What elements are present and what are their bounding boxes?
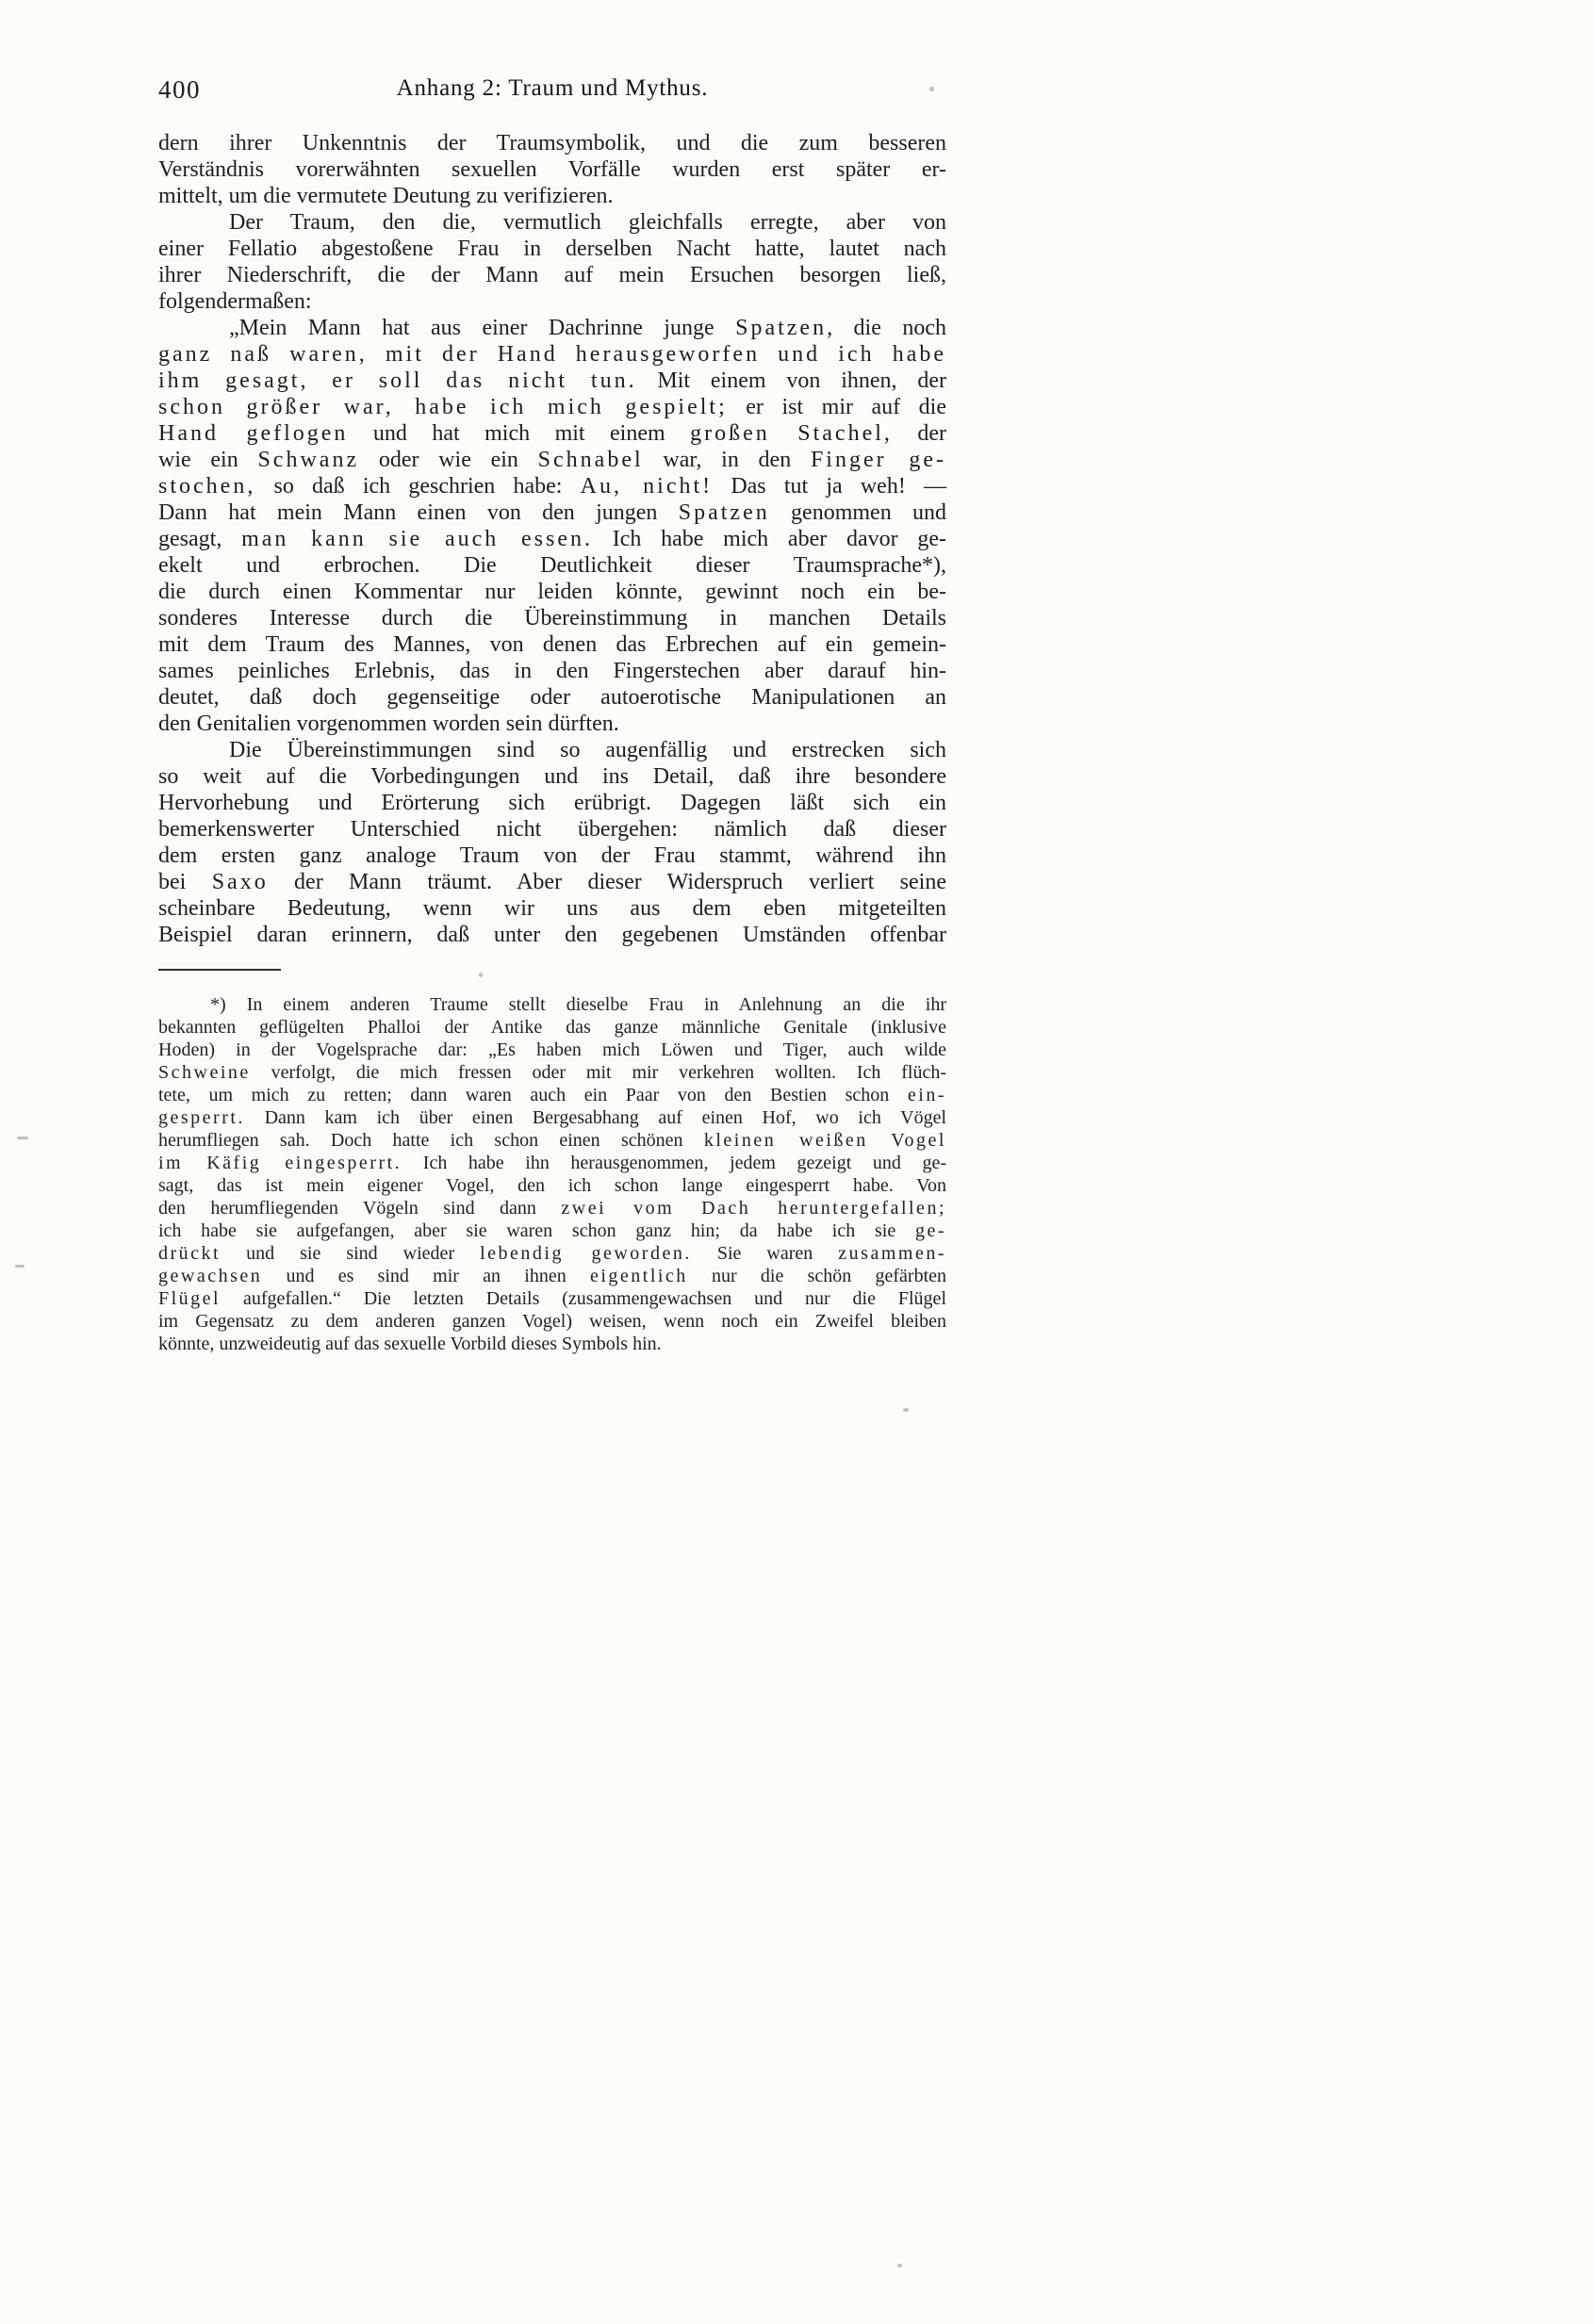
running-header: Anhang 2: Traum und Mythus. <box>396 75 709 101</box>
text-run: Mit einem von ihnen, der <box>636 368 946 393</box>
text-run: ihrer Niederschrift, die der Mann auf mein Ersuchen besorgen ließ, <box>158 263 946 287</box>
emphasized-text: stochen, <box>158 474 256 499</box>
text-line <box>158 1197 946 1219</box>
text-line <box>158 473 946 499</box>
emphasized-text: Spatzen <box>735 316 828 340</box>
text-run: der <box>892 421 946 446</box>
scan-artifact <box>903 1408 909 1412</box>
emphasized-text: Flügel <box>158 1288 222 1309</box>
emphasized-text: man kann sie auch essen. <box>241 527 593 551</box>
text-line <box>158 1106 946 1129</box>
text-line <box>158 1039 946 1061</box>
text-line <box>158 1016 946 1039</box>
emphasized-text: großen Stachel, <box>690 421 893 446</box>
text-line <box>158 130 946 156</box>
text-run: Dann kam ich über einen Bergesabhang auf einen Hof, wo ich Vögel <box>244 1107 946 1128</box>
text-run: bekannten geflügelten Phalloi der Antike das ganze männliche Genitale (inklusive <box>158 1017 946 1038</box>
text-run: Das tut ja weh! — <box>713 474 946 499</box>
emphasized-text: ganz naß waren, mit der Hand herausgeworfen und ich habe <box>158 342 946 367</box>
text-run: so daß ich geschrien habe: <box>255 474 581 499</box>
emphasized-text: ge- <box>914 1220 946 1241</box>
text-line <box>158 895 946 922</box>
text-line <box>158 1061 946 1084</box>
text-line <box>158 499 946 526</box>
text-run: mit dem Traum des Mannes, von denen das Erbrechen auf ein gemein- <box>158 632 946 657</box>
emphasized-text: Schnabel <box>537 448 644 472</box>
page-number: 400 <box>158 75 201 104</box>
text-run: ich habe sie aufgefangen, aber sie waren schon ganz hin; da habe ich sie <box>158 1220 915 1241</box>
text-run: Die Übereinstimmungen sind so augenfällig und erstrecken sich <box>229 738 946 762</box>
text-line <box>158 394 946 420</box>
text-line <box>158 288 946 315</box>
emphasized-text: Schwanz <box>257 448 360 472</box>
emphasized-text: gesperrt. <box>158 1107 245 1128</box>
text-run: aufgefallen.“ Die letzten Details (zusammengewachsen und nur die Flügel <box>221 1288 946 1309</box>
text-line <box>158 1242 946 1265</box>
text-line <box>158 763 946 790</box>
text-run: genommen und <box>769 500 947 525</box>
scan-artifact <box>897 2264 902 2267</box>
text-run: einer Fellatio abgestoßene Frau in derselben Nacht hatte, lautet nach <box>158 237 946 261</box>
text-run: Verständnis vorerwähnten sexuellen Vorfälle wurden erst später er- <box>158 157 946 182</box>
scan-artifact <box>929 87 934 91</box>
text-run: im Gegensatz zu dem anderen ganzen Vogel) weisen, wenn noch ein Zweifel bleiben <box>158 1311 946 1332</box>
text-line <box>158 711 946 737</box>
text-run: Beispiel daran erinnern, daß unter den gegebenen Umständen offenbar <box>158 923 946 947</box>
footnote-separator <box>158 969 281 971</box>
text-column <box>158 0 946 2324</box>
text-line <box>158 420 946 447</box>
text-run: sonderes Interesse durch die Übereinstimmung in manchen Details <box>158 606 946 630</box>
text-run: dern ihrer Unkenntnis der Traumsymbolik, und die zum besseren <box>158 131 946 155</box>
emphasized-text: kleinen weißen Vogel <box>703 1130 946 1151</box>
emphasized-text: ihm gesagt, er soll das nicht tun. <box>158 368 637 393</box>
text-run: wie ein <box>158 448 258 472</box>
emphasized-text: Au, nicht! <box>580 474 714 499</box>
text-run: könnte, unzweideutig auf das sexuelle Vorbild dieses Symbols hin. <box>158 1334 662 1354</box>
text-run: oder wie ein <box>359 448 538 472</box>
text-line <box>158 1333 946 1355</box>
scan-artifact <box>17 1137 28 1139</box>
text-line <box>158 993 946 1016</box>
text-run: war, in den <box>643 448 811 472</box>
text-line <box>158 447 946 473</box>
emphasized-text: Hand geflogen <box>158 421 349 446</box>
text-line <box>158 1219 946 1242</box>
emphasized-text: eigentlich <box>589 1266 688 1286</box>
text-run: folgendermaßen: <box>158 289 312 314</box>
text-line <box>158 579 946 605</box>
text-line <box>158 843 946 869</box>
text-run: gesagt, <box>158 527 242 551</box>
text-run: tete, um mich zu retten; dann waren auch ein Paar von den Bestien schon <box>158 1085 908 1105</box>
text-run: Hoden) in der Vogelsprache dar: „Es haben mich Löwen und Tiger, auch wilde <box>158 1039 946 1060</box>
text-line <box>158 341 946 368</box>
text-run: bemerkenswerter Unterschied nicht übergehen: nämlich daß dieser <box>158 817 946 842</box>
emphasized-text: Finger ge- <box>810 448 946 472</box>
text-run: Hervorhebung und Erörterung sich erübrigt. Dagegen läßt sich ein <box>158 791 946 815</box>
text-line <box>158 605 946 631</box>
emphasized-text: Schweine <box>158 1062 251 1083</box>
text-line <box>158 790 946 816</box>
text-line <box>158 156 946 183</box>
text-run: Der Traum, den die, vermutlich gleichfalls erregte, aber von <box>229 210 946 235</box>
text-run: nur die schön gefärbten <box>687 1266 947 1286</box>
text-line <box>158 1084 946 1106</box>
text-run: bei <box>158 870 212 894</box>
text-run: den herumfliegenden Vögeln sind dann <box>158 1198 562 1219</box>
text-run: sames peinliches Erlebnis, das in den Fingerstechen aber darauf hin- <box>158 659 946 683</box>
text-run: der Mann träumt. Aber dieser Widerspruch verliert seine <box>268 870 946 894</box>
footnote-text <box>158 993 946 1355</box>
text-run: er ist mir auf die <box>727 395 946 419</box>
text-run: Sie waren <box>691 1243 839 1264</box>
text-run: „Mein Mann hat aus einer Dachrinne junge <box>229 316 736 340</box>
text-line <box>158 922 946 948</box>
text-run: und sie sind wieder <box>221 1243 481 1264</box>
text-run: , die noch <box>827 316 946 340</box>
text-run: so weit auf die Vorbedingungen und ins Detail, daß ihre besondere <box>158 764 946 789</box>
text-run: die durch einen Kommentar nur leiden könnte, gewinnt noch ein be- <box>158 580 946 604</box>
emphasized-text: gewachsen <box>158 1266 263 1286</box>
emphasized-text: zwei vom Dach heruntergefallen; <box>561 1198 946 1219</box>
text-run: und hat mich mit einem <box>348 421 691 446</box>
text-line <box>158 1152 946 1174</box>
text-line <box>158 1174 946 1197</box>
text-line <box>158 1265 946 1287</box>
text-run: sagt, das ist mein eigener Vogel, den ich schon lange eingesperrt habe. Von <box>158 1175 946 1196</box>
emphasized-text: schon größer war, habe ich mich gespielt; <box>158 395 728 419</box>
scan-artifact <box>15 1265 25 1268</box>
emphasized-text: Spatzen <box>678 500 770 525</box>
text-line <box>158 552 946 579</box>
text-line <box>158 816 946 843</box>
text-run: den Genitalien vorgenommen worden sein dürften. <box>158 712 619 736</box>
text-line <box>158 183 946 209</box>
emphasized-text: drückt <box>158 1243 222 1264</box>
emphasized-text: lebendig geworden. <box>480 1243 692 1264</box>
text-line <box>158 1287 946 1310</box>
text-line <box>158 684 946 711</box>
text-line <box>158 869 946 895</box>
text-line <box>158 315 946 341</box>
text-run: *) In einem anderen Traume stellt dieselbe Frau in Anlehnung an die ihr <box>210 994 946 1015</box>
text-run: Ich habe mich aber davor ge- <box>592 527 946 551</box>
text-line <box>158 526 946 552</box>
text-line <box>158 368 946 394</box>
text-line <box>158 236 946 262</box>
text-line <box>158 631 946 658</box>
scan-artifact <box>479 973 483 977</box>
text-line <box>158 1129 946 1152</box>
text-run: Ich habe ihn herausgenommen, jedem gezeigt und ge- <box>402 1153 946 1173</box>
emphasized-text: Saxo <box>211 870 269 894</box>
text-line <box>158 209 946 236</box>
text-run: ekelt und erbrochen. Die Deutlichkeit dieser Traumsprache*), <box>158 553 946 578</box>
text-run: Dann hat mein Mann einen von den jungen <box>158 500 679 525</box>
text-run: und es sind mir an ihnen <box>262 1266 590 1286</box>
text-run: scheinbare Bedeutung, wenn wir uns aus dem eben mitgeteilten <box>158 896 946 921</box>
text-line <box>158 262 946 288</box>
emphasized-text: ein- <box>907 1085 946 1105</box>
body-text <box>158 130 946 948</box>
text-run: herumfliegen sah. Doch hatte ich schon einen schönen <box>158 1130 704 1151</box>
text-run: mittelt, um die vermutete Deutung zu verifizieren. <box>158 184 614 208</box>
text-run: verfolgt, die mich fressen oder mit mir verkehren wollten. Ich flüch- <box>250 1062 946 1083</box>
text-line <box>158 1310 946 1333</box>
text-run: deutet, daß doch gegenseitige oder autoerotische Manipulationen an <box>158 685 946 710</box>
text-run: dem ersten ganz analoge Traum von der Frau stammt, während ihn <box>158 843 946 868</box>
text-line <box>158 737 946 763</box>
emphasized-text: im Käfig eingesperrt. <box>158 1153 402 1173</box>
emphasized-text: zusammen- <box>838 1243 946 1264</box>
text-line <box>158 658 946 684</box>
